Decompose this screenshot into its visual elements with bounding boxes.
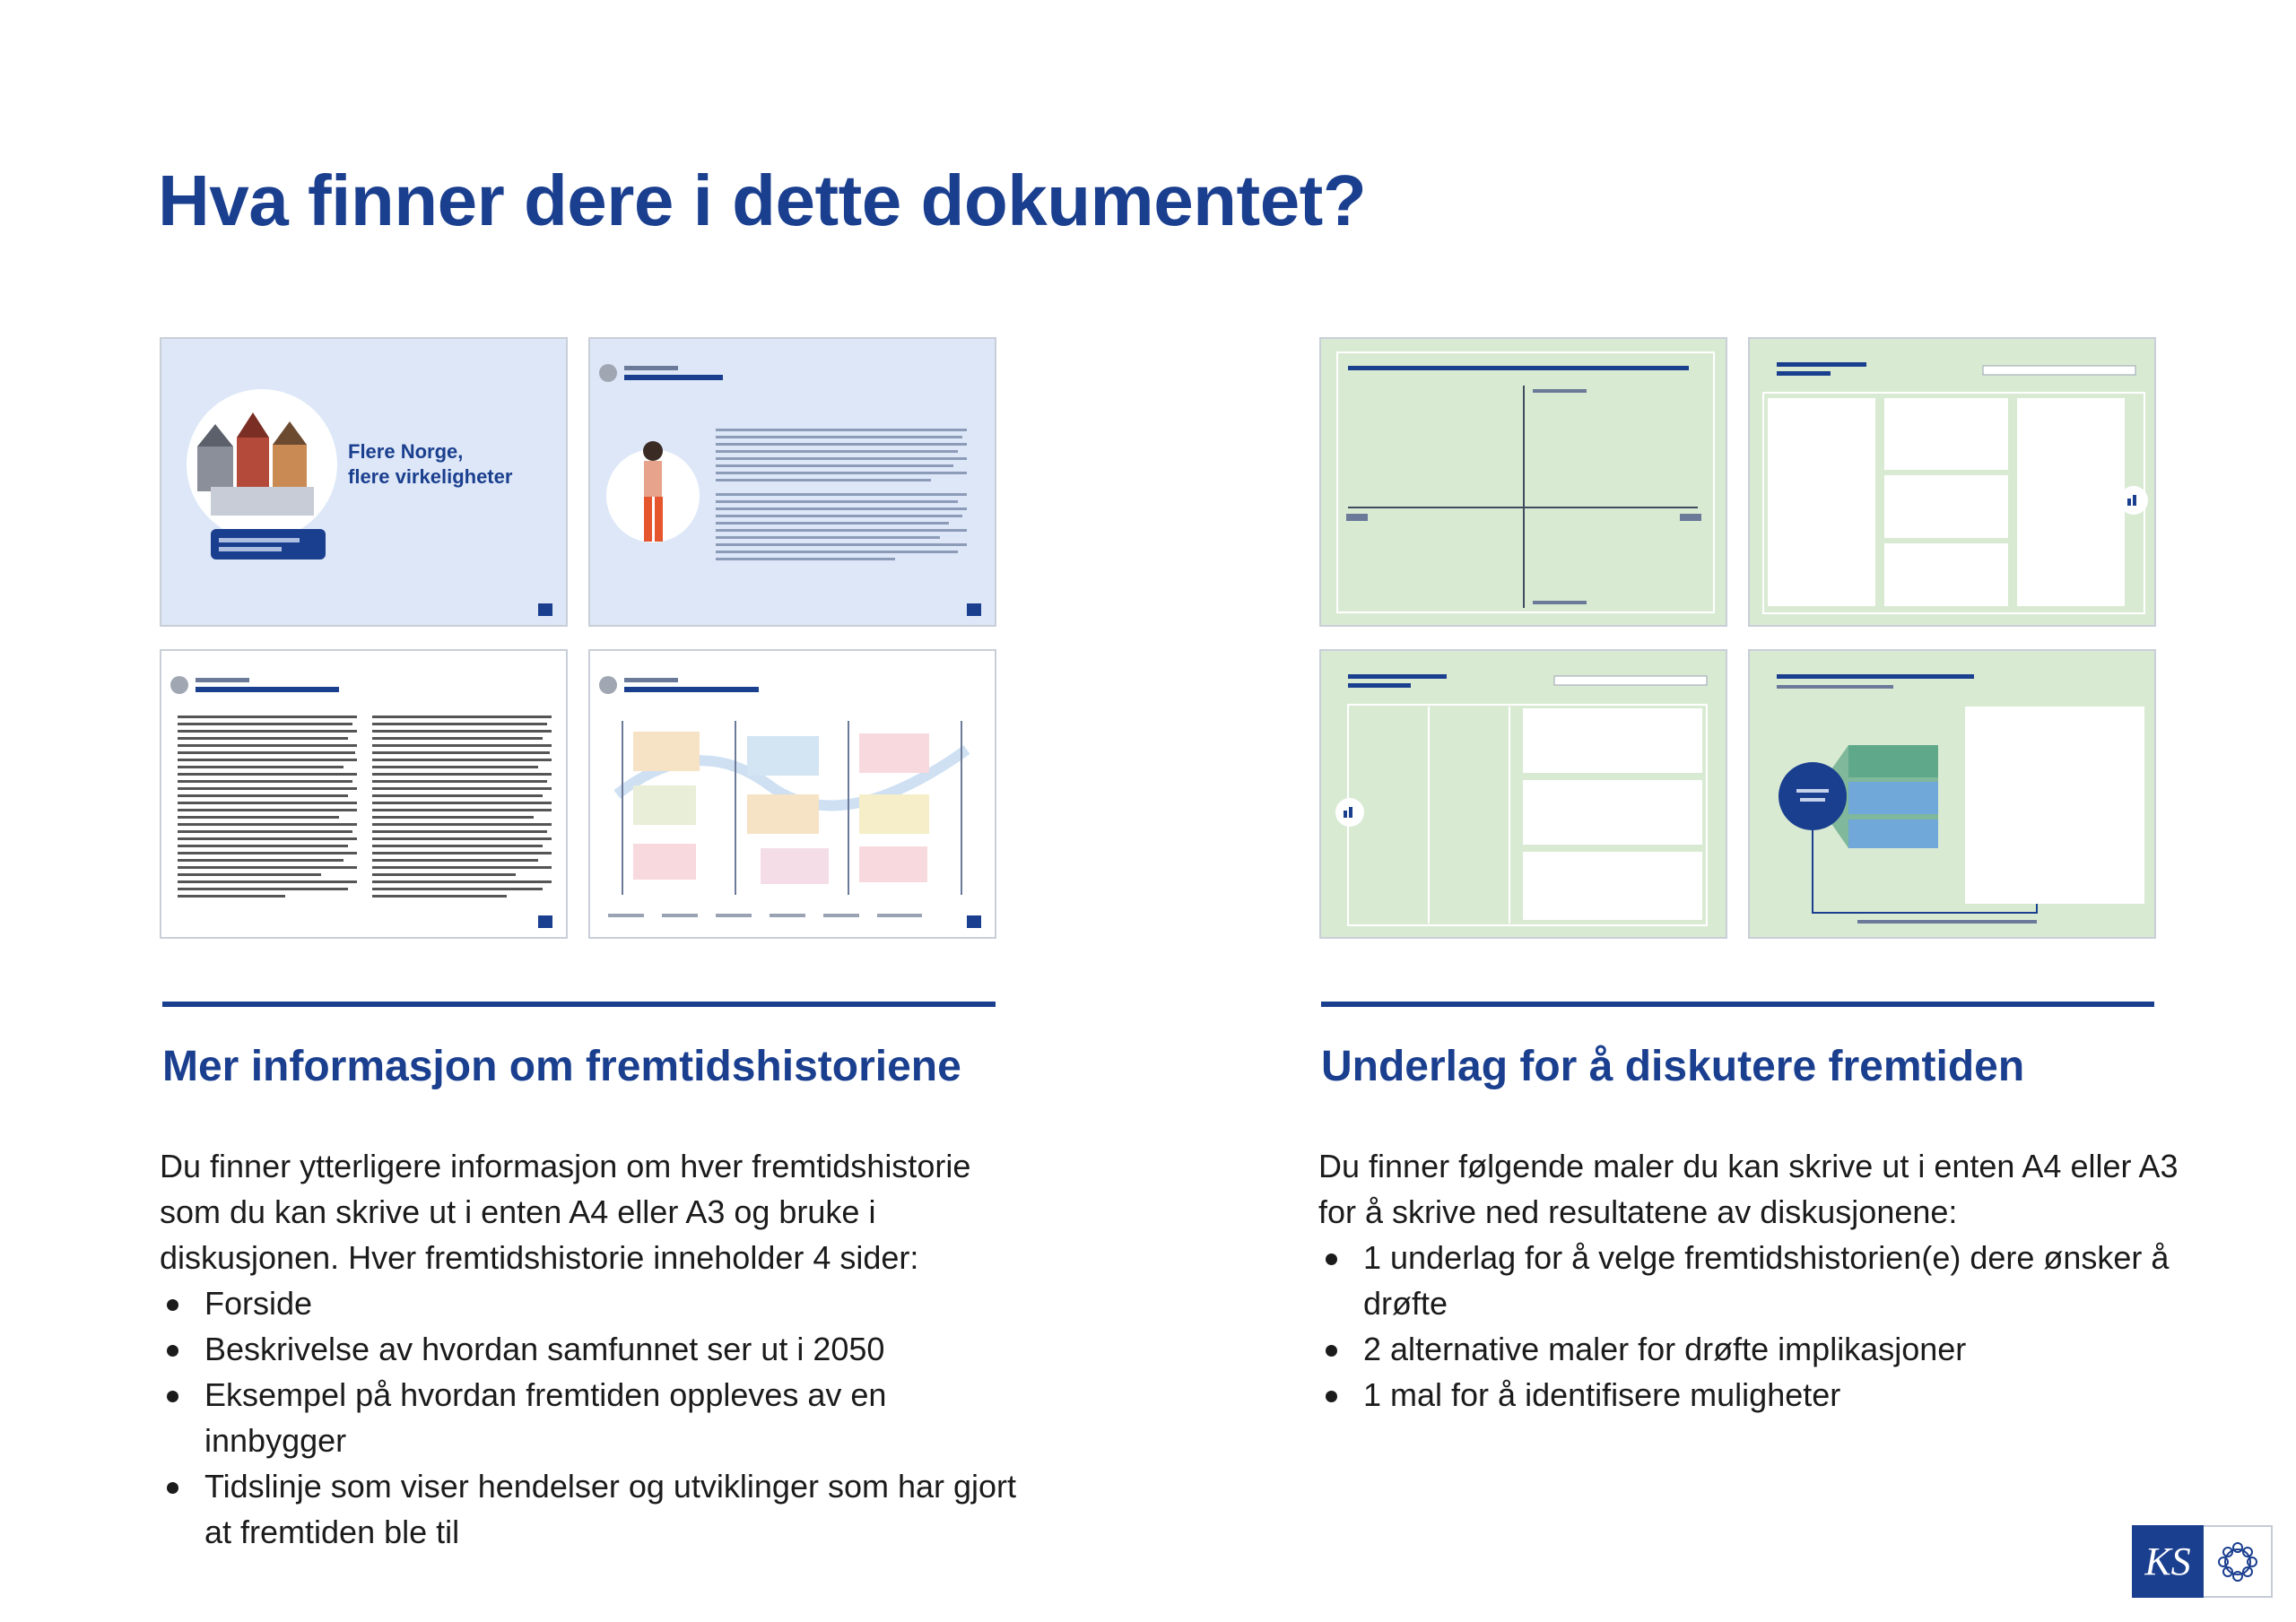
page-contents-list — [160, 1280, 1021, 1555]
list-item: Beskrivelse av hvordan samfunnet ser ut i 2050 — [160, 1326, 1021, 1372]
citizen-story-illustration — [590, 339, 995, 625]
ks-logo-text: KS — [2132, 1525, 2204, 1598]
cover-title-line1: Flere Norge, — [348, 440, 464, 463]
section-heading-future-stories: Mer informasjon om fremtidshistoriene — [162, 1043, 961, 1090]
timeline-preview — [590, 651, 995, 937]
matrix-template-preview — [1321, 339, 1726, 625]
section-body-future-stories — [160, 1143, 1021, 1555]
ks-logo — [2132, 1525, 2273, 1598]
thumbnail-timeline — [588, 649, 996, 939]
future-story-thumbnails — [160, 337, 998, 939]
thumbnail-implications-template — [1748, 649, 2156, 939]
implications-template-preview — [1750, 651, 2154, 937]
list-item: 1 underlag for å velge fremtidshistorien(e) dere ønsker å drøfte — [1318, 1235, 2179, 1326]
municipality-template-preview — [1321, 651, 1726, 937]
list-item: 1 mal for å identifisere muligheter — [1318, 1372, 2179, 1418]
society-description-preview — [161, 651, 566, 937]
list-item: Forside — [160, 1280, 1021, 1326]
list-item: Eksempel på hvordan fremtiden oppleves av en innbygger — [160, 1372, 1021, 1463]
section-intro: Du finner ytterligere informasjon om hver fremtidshistorie som du kan skrive ut i enten A4 eller A3 og bruke i diskusjonen. Hver fremtidshistorie inneholder 4 sider: — [160, 1148, 971, 1276]
section-divider-left — [162, 1002, 996, 1007]
list-item: Tidslinje som viser hendelser og utviklinger som har gjort at fremtiden ble til — [160, 1463, 1021, 1555]
thumbnail-society-description — [160, 649, 568, 939]
thumbnail-cover — [160, 337, 568, 627]
template-list — [1318, 1235, 2179, 1418]
section-body-discussion — [1318, 1143, 2179, 1418]
list-item: 2 alternative maler for drøfte implikasjoner — [1318, 1326, 2179, 1372]
discussion-template-thumbnails — [1319, 337, 2158, 939]
section-divider-right — [1321, 1002, 2154, 1007]
section-intro: Du finner følgende maler du kan skrive ut i enten A4 eller A3 for å skrive ned resultatene av diskusjonene: — [1318, 1148, 2179, 1230]
section-heading-discussion: Underlag for å diskutere fremtiden — [1321, 1043, 2025, 1090]
thumbnail-matrix-template — [1319, 337, 1727, 627]
thumbnail-citizen-story — [588, 337, 996, 627]
page-title: Hva finner dere i dette dokumentet? — [158, 160, 1367, 240]
actors-template-preview — [1750, 339, 2154, 625]
cover-title-line2: flere virkeligheter — [348, 465, 513, 488]
thumbnail-actors-template — [1748, 337, 2156, 627]
thumbnail-municipality-template — [1319, 649, 1727, 939]
emblem-icon — [2204, 1525, 2273, 1598]
